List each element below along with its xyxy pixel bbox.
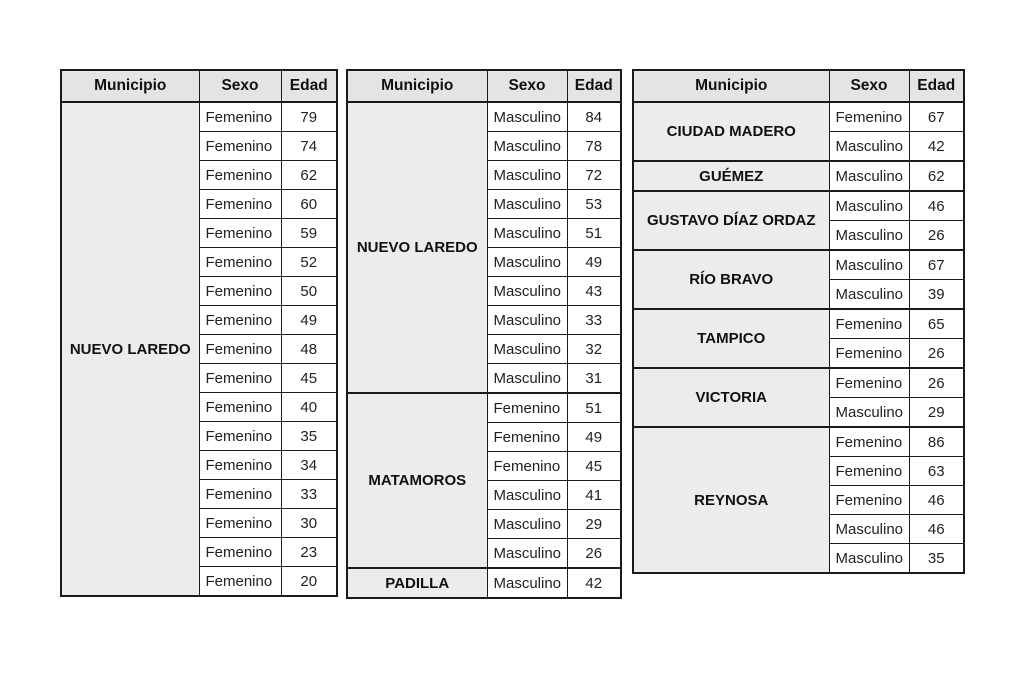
sexo-cell: Masculino — [829, 161, 909, 191]
edad-cell: 62 — [281, 161, 337, 190]
table-row — [633, 161, 964, 191]
sexo-cell: Femenino — [199, 422, 281, 451]
edad-cell: 43 — [567, 277, 621, 306]
victims-table-2 — [346, 69, 622, 599]
sexo-cell: Masculino — [487, 248, 567, 277]
header-municipio: Municipio — [61, 70, 199, 102]
sexo-cell: Femenino — [199, 335, 281, 364]
header-municipio: Municipio — [347, 70, 487, 102]
header-edad: Edad — [281, 70, 337, 102]
municipio-cell: REYNOSA — [633, 427, 829, 573]
sexo-cell: Masculino — [829, 280, 909, 310]
table-row — [347, 393, 621, 423]
sexo-cell: Femenino — [829, 486, 909, 515]
sexo-cell: Masculino — [829, 132, 909, 162]
municipio-cell: RÍO BRAVO — [633, 250, 829, 309]
table-row — [633, 368, 964, 398]
edad-cell: 26 — [909, 339, 964, 369]
municipio-cell: NUEVO LAREDO — [61, 102, 199, 596]
edad-cell: 29 — [567, 510, 621, 539]
edad-cell: 35 — [281, 422, 337, 451]
edad-cell: 26 — [909, 221, 964, 251]
edad-cell: 30 — [281, 509, 337, 538]
edad-cell: 65 — [909, 309, 964, 339]
sexo-cell: Masculino — [487, 190, 567, 219]
sexo-cell: Masculino — [487, 510, 567, 539]
sexo-cell: Femenino — [199, 190, 281, 219]
edad-cell: 51 — [567, 393, 621, 423]
sexo-cell: Femenino — [199, 248, 281, 277]
sexo-cell: Masculino — [487, 132, 567, 161]
sexo-cell: Masculino — [487, 364, 567, 394]
table-row — [347, 568, 621, 598]
municipio-cell: CIUDAD MADERO — [633, 102, 829, 161]
sexo-cell: Masculino — [487, 306, 567, 335]
edad-cell: 46 — [909, 486, 964, 515]
table-row — [633, 250, 964, 280]
sexo-cell: Masculino — [487, 335, 567, 364]
sexo-cell: Femenino — [199, 393, 281, 422]
edad-cell: 78 — [567, 132, 621, 161]
edad-cell: 53 — [567, 190, 621, 219]
edad-cell: 49 — [567, 248, 621, 277]
municipio-cell: MATAMOROS — [347, 393, 487, 568]
edad-cell: 74 — [281, 132, 337, 161]
sexo-cell: Masculino — [829, 544, 909, 574]
edad-cell: 42 — [909, 132, 964, 162]
edad-cell: 59 — [281, 219, 337, 248]
sexo-cell: Femenino — [487, 393, 567, 423]
header-municipio: Municipio — [633, 70, 829, 102]
edad-cell: 33 — [567, 306, 621, 335]
sexo-cell: Femenino — [829, 339, 909, 369]
sexo-cell: Masculino — [487, 568, 567, 598]
sexo-cell: Femenino — [199, 480, 281, 509]
edad-cell: 31 — [567, 364, 621, 394]
table-row — [347, 102, 621, 132]
sexo-cell: Masculino — [829, 250, 909, 280]
edad-cell: 86 — [909, 427, 964, 457]
table-row — [61, 102, 337, 132]
edad-cell: 67 — [909, 102, 964, 132]
sexo-cell: Femenino — [829, 309, 909, 339]
sexo-cell: Femenino — [199, 306, 281, 335]
header-row — [61, 70, 337, 102]
header-row — [633, 70, 964, 102]
edad-cell: 39 — [909, 280, 964, 310]
sexo-cell: Femenino — [199, 567, 281, 597]
header-sexo: Sexo — [829, 70, 909, 102]
edad-cell: 79 — [281, 102, 337, 132]
sexo-cell: Femenino — [199, 132, 281, 161]
edad-cell: 49 — [281, 306, 337, 335]
edad-cell: 51 — [567, 219, 621, 248]
sexo-cell: Masculino — [487, 102, 567, 132]
sexo-cell: Femenino — [487, 423, 567, 452]
sexo-cell: Femenino — [199, 364, 281, 393]
edad-cell: 20 — [281, 567, 337, 597]
sexo-cell: Masculino — [487, 277, 567, 306]
sexo-cell: Femenino — [829, 427, 909, 457]
header-sexo: Sexo — [487, 70, 567, 102]
sexo-cell: Masculino — [829, 398, 909, 428]
sexo-cell: Masculino — [829, 191, 909, 221]
edad-cell: 26 — [567, 539, 621, 569]
municipio-cell: GUSTAVO DÍAZ ORDAZ — [633, 191, 829, 250]
sexo-cell: Femenino — [199, 509, 281, 538]
edad-cell: 72 — [567, 161, 621, 190]
municipio-cell: PADILLA — [347, 568, 487, 598]
edad-cell: 63 — [909, 457, 964, 486]
edad-cell: 26 — [909, 368, 964, 398]
sexo-cell: Femenino — [199, 451, 281, 480]
edad-cell: 41 — [567, 481, 621, 510]
edad-cell: 40 — [281, 393, 337, 422]
sexo-cell: Femenino — [487, 452, 567, 481]
table-row — [633, 191, 964, 221]
edad-cell: 46 — [909, 515, 964, 544]
sexo-cell: Femenino — [199, 102, 281, 132]
edad-cell: 34 — [281, 451, 337, 480]
sexo-cell: Masculino — [829, 515, 909, 544]
table-row — [633, 309, 964, 339]
sexo-cell: Femenino — [199, 219, 281, 248]
sexo-cell: Femenino — [199, 277, 281, 306]
table-row — [633, 102, 964, 132]
sexo-cell: Femenino — [829, 368, 909, 398]
edad-cell: 45 — [567, 452, 621, 481]
municipio-cell: GUÉMEZ — [633, 161, 829, 191]
edad-cell: 23 — [281, 538, 337, 567]
sexo-cell: Femenino — [829, 457, 909, 486]
edad-cell: 29 — [909, 398, 964, 428]
edad-cell: 32 — [567, 335, 621, 364]
edad-cell: 49 — [567, 423, 621, 452]
sexo-cell: Femenino — [829, 102, 909, 132]
header-row — [347, 70, 621, 102]
edad-cell: 33 — [281, 480, 337, 509]
victims-table-1 — [60, 69, 338, 597]
edad-cell: 46 — [909, 191, 964, 221]
sexo-cell: Masculino — [487, 481, 567, 510]
sexo-cell: Masculino — [487, 219, 567, 248]
table-row — [633, 427, 964, 457]
edad-cell: 35 — [909, 544, 964, 574]
edad-cell: 48 — [281, 335, 337, 364]
sexo-cell: Masculino — [487, 539, 567, 569]
sexo-cell: Masculino — [487, 161, 567, 190]
municipio-cell: VICTORIA — [633, 368, 829, 427]
edad-cell: 52 — [281, 248, 337, 277]
edad-cell: 50 — [281, 277, 337, 306]
municipio-cell: NUEVO LAREDO — [347, 102, 487, 393]
header-edad: Edad — [909, 70, 964, 102]
sexo-cell: Masculino — [829, 221, 909, 251]
header-sexo: Sexo — [199, 70, 281, 102]
edad-cell: 67 — [909, 250, 964, 280]
edad-cell: 60 — [281, 190, 337, 219]
edad-cell: 42 — [567, 568, 621, 598]
victims-table-3 — [632, 69, 965, 574]
sexo-cell: Femenino — [199, 161, 281, 190]
municipio-cell: TAMPICO — [633, 309, 829, 368]
edad-cell: 84 — [567, 102, 621, 132]
edad-cell: 45 — [281, 364, 337, 393]
edad-cell: 62 — [909, 161, 964, 191]
header-edad: Edad — [567, 70, 621, 102]
sexo-cell: Femenino — [199, 538, 281, 567]
